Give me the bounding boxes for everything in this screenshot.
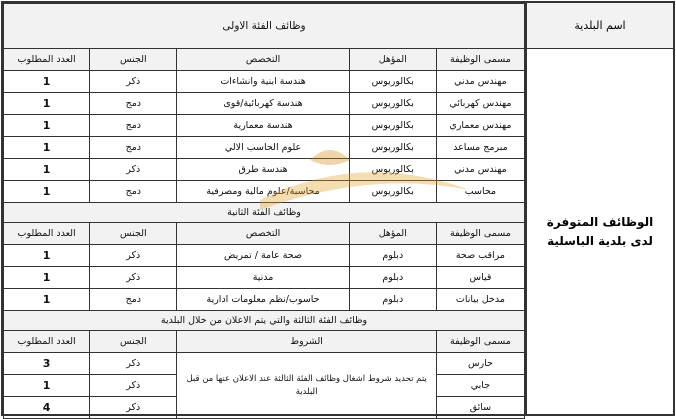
job-title: سائق [436, 397, 524, 419]
column-header: التخصص [177, 49, 349, 71]
gender: دمج [90, 137, 177, 159]
column-header: العدد المطلوب [4, 331, 90, 353]
group3-header-row [4, 331, 525, 353]
gender: ذكر [90, 397, 177, 419]
qualification: بكالوريوس [349, 71, 436, 93]
specialization: هندسة كهربائية/قوى [177, 93, 349, 115]
job-title: مبرمج مساعد [436, 137, 524, 159]
group-title: وظائف الفئة الاولى [4, 4, 525, 49]
column-header: مسمى الوظيفة [436, 49, 524, 71]
gender: ذكر [90, 375, 177, 397]
specialization: هندسة طرق [177, 159, 349, 181]
specialization: مدنية [177, 267, 349, 289]
column-header: المؤهل [349, 49, 436, 71]
required-count: 1 [4, 71, 90, 93]
table-row [4, 93, 525, 115]
jobs-document [1, 1, 675, 416]
column-header: مسمى الوظيفة [436, 331, 524, 353]
qualification: بكالوريوس [349, 181, 436, 203]
column-header: الجنس [90, 223, 177, 245]
column-header: التخصص [177, 223, 349, 245]
required-count: 4 [4, 397, 90, 419]
job-title: قياس [436, 267, 524, 289]
specialization: حاسوب/نظم معلومات ادارية [177, 289, 349, 311]
required-count: 1 [4, 115, 90, 137]
gender: ذكر [90, 353, 177, 375]
gender: دمج [90, 289, 177, 311]
table-row [4, 159, 525, 181]
municipality-header: اسم البلدية [527, 3, 673, 49]
job-title: مدخل بيانات [436, 289, 524, 311]
gender: ذكر [90, 71, 177, 93]
column-header: مسمى الوظيفة [436, 223, 524, 245]
gender: دمج [90, 115, 177, 137]
required-count: 3 [4, 353, 90, 375]
specialization: صحة عامة / تمريض [177, 245, 349, 267]
column-header: الشروط [177, 331, 436, 353]
municipality-column [525, 3, 673, 414]
required-count: 1 [4, 245, 90, 267]
gender: دمج [90, 181, 177, 203]
job-title: مهندس مدني [436, 71, 524, 93]
required-count: 1 [4, 137, 90, 159]
qualification: بكالوريوس [349, 93, 436, 115]
required-count: 1 [4, 289, 90, 311]
qualification: دبلوم [349, 245, 436, 267]
job-title: محاسب [436, 181, 524, 203]
municipality-text: الوظائف المتوفرة لدى بلدية الباسلية [546, 214, 654, 248]
qualification: دبلوم [349, 289, 436, 311]
column-header: العدد المطلوب [4, 223, 90, 245]
table-row [4, 353, 525, 375]
specialization: علوم الحاسب الالي [177, 137, 349, 159]
group2-header-row [4, 223, 525, 245]
table-row [4, 267, 525, 289]
group-title: وظائف الفئة الثانية [4, 203, 525, 223]
specialization: محاسبة/علوم مالية ومصرفية [177, 181, 349, 203]
job-title: حارس [436, 353, 524, 375]
conditions: يتم تحديد شروط اشغال وظائف الفئة الثالثة عند الاعلان عنها من قبل البلدية [177, 353, 436, 419]
required-count: 1 [4, 159, 90, 181]
column-header: العدد المطلوب [4, 49, 90, 71]
table-row [4, 71, 525, 93]
gender: ذكر [90, 245, 177, 267]
required-count: 1 [4, 93, 90, 115]
qualification: بكالوريوس [349, 115, 436, 137]
qualification: بكالوريوس [349, 137, 436, 159]
job-title: جابي [436, 375, 524, 397]
table-row [4, 137, 525, 159]
gender: ذكر [90, 267, 177, 289]
column-header: الجنس [90, 331, 177, 353]
group2-title-row [4, 203, 525, 223]
column-header: الجنس [90, 49, 177, 71]
required-count: 1 [4, 181, 90, 203]
table-row [4, 181, 525, 203]
gender: ذكر [90, 159, 177, 181]
job-title: مهندس معماري [436, 115, 524, 137]
column-header: المؤهل [349, 223, 436, 245]
jobs-table [3, 3, 525, 419]
qualification: بكالوريوس [349, 159, 436, 181]
table-row [4, 115, 525, 137]
gender: دمج [90, 93, 177, 115]
table-row [4, 289, 525, 311]
jobs-table-area [3, 3, 525, 414]
job-title: مراقب صحة [436, 245, 524, 267]
group1-header-row [4, 49, 525, 71]
group3-title-row [4, 311, 525, 331]
specialization: هندسة ابنية وانشاءات [177, 71, 349, 93]
required-count: 1 [4, 375, 90, 397]
group1-title-row [4, 4, 525, 49]
job-title: مهندس كهربائي [436, 93, 524, 115]
table-row [4, 245, 525, 267]
qualification: دبلوم [349, 267, 436, 289]
required-count: 1 [4, 267, 90, 289]
specialization: هندسة معمارية [177, 115, 349, 137]
job-title: مهندس مدني [436, 159, 524, 181]
group-title: وظائف الفئة الثالثة والتي يتم الاعلان من خلال البلدية [4, 311, 525, 331]
